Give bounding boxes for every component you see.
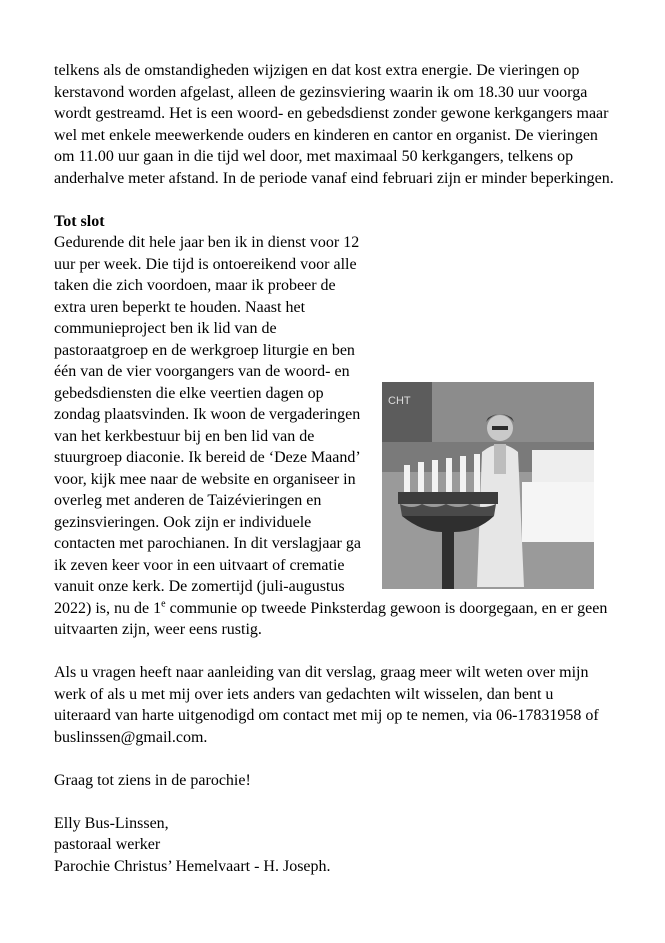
signature-block (54, 813, 614, 878)
body-text-end: communie op tweede Pinksterdag gewoon is doorgegaan, en er geen uitvaarten zijn, weer eens rustig. (54, 599, 608, 638)
pastoral-worker-photo (382, 382, 594, 589)
document-page (54, 60, 614, 877)
paragraph-spacer (54, 641, 614, 663)
signature-parish: Parochie Christus’ Hemelvaart - H. Joseph. (54, 857, 331, 875)
signature-role: pastoraal werker (54, 836, 161, 853)
signature-name: Elly Bus-Linssen, (54, 814, 169, 832)
photo-illustration (382, 382, 594, 589)
closing-line: Graag tot ziens in de parochie! (54, 771, 251, 789)
photo-sign-text: CHT (388, 395, 411, 407)
intro-paragraph: telkens als de omstandigheden wijzigen en dat kost extra energie. De vieringen op kerstavond worden afgelast, alleen de gezinsviering waarin ik om 18.30 uur voorga wordt gestreamd. Het is een woord- en gebedsdienst zonder gewone kerkgangers maar wel met enkele meewerkende ouders en kinderen en cantor en organist. De vieringen om 11.00 uur gaan in die tijd wel door, met maximaal 50 kerkgangers, telkens op anderhalve meter afstand. In de periode vanaf eind februari zijn er minder beperkingen. (54, 62, 614, 187)
section-heading: Tot slot (54, 212, 105, 230)
body-text-main: Gedurende dit hele jaar ben ik in dienst voor 12 uur per week. Die tijd is ontoereikend voor alle taken die zich voordoen, maar ik probeer de extra uren beperkt te houden. Naast het communieproject ben ik lid van de pastoraatgroep en de werkgroep liturgie en ben één van de vier voorgangers van de woord- en gebedsdiensten die elke veertien dagen op zondag plaatsvinden. Ik woon de vergaderingen van het kerkbestuur bij en ben lid van de stuurgroep diaconie. Ik bereid de ‘Deze Maand’ voor, kijk mee naar de website en organiseer in overleg met anderen de Taizévieringen en gezinsvieringen. Ook zijn er individuele contacten met parochianen. In dit verslagjaar ga ik zeven keer voor in een uitvaart of crematie vanuit onze kerk. De zomertijd (juli-augustus 2022) is, nu de 1 (54, 234, 361, 617)
body-paragraph-2: Als u vragen heeft naar aanleiding van dit verslag, graag meer wilt weten over mijn werk of als u met mij over iets anders van gedachten wilt wisselen, dan bent u uiteraard van harte uitgenodigd om contact met mij op te nemen, via 06-17831958 of buslinssen@gmail.com. (54, 664, 599, 746)
body-with-photo (54, 232, 614, 770)
ordinal-superscript: e (161, 598, 166, 610)
